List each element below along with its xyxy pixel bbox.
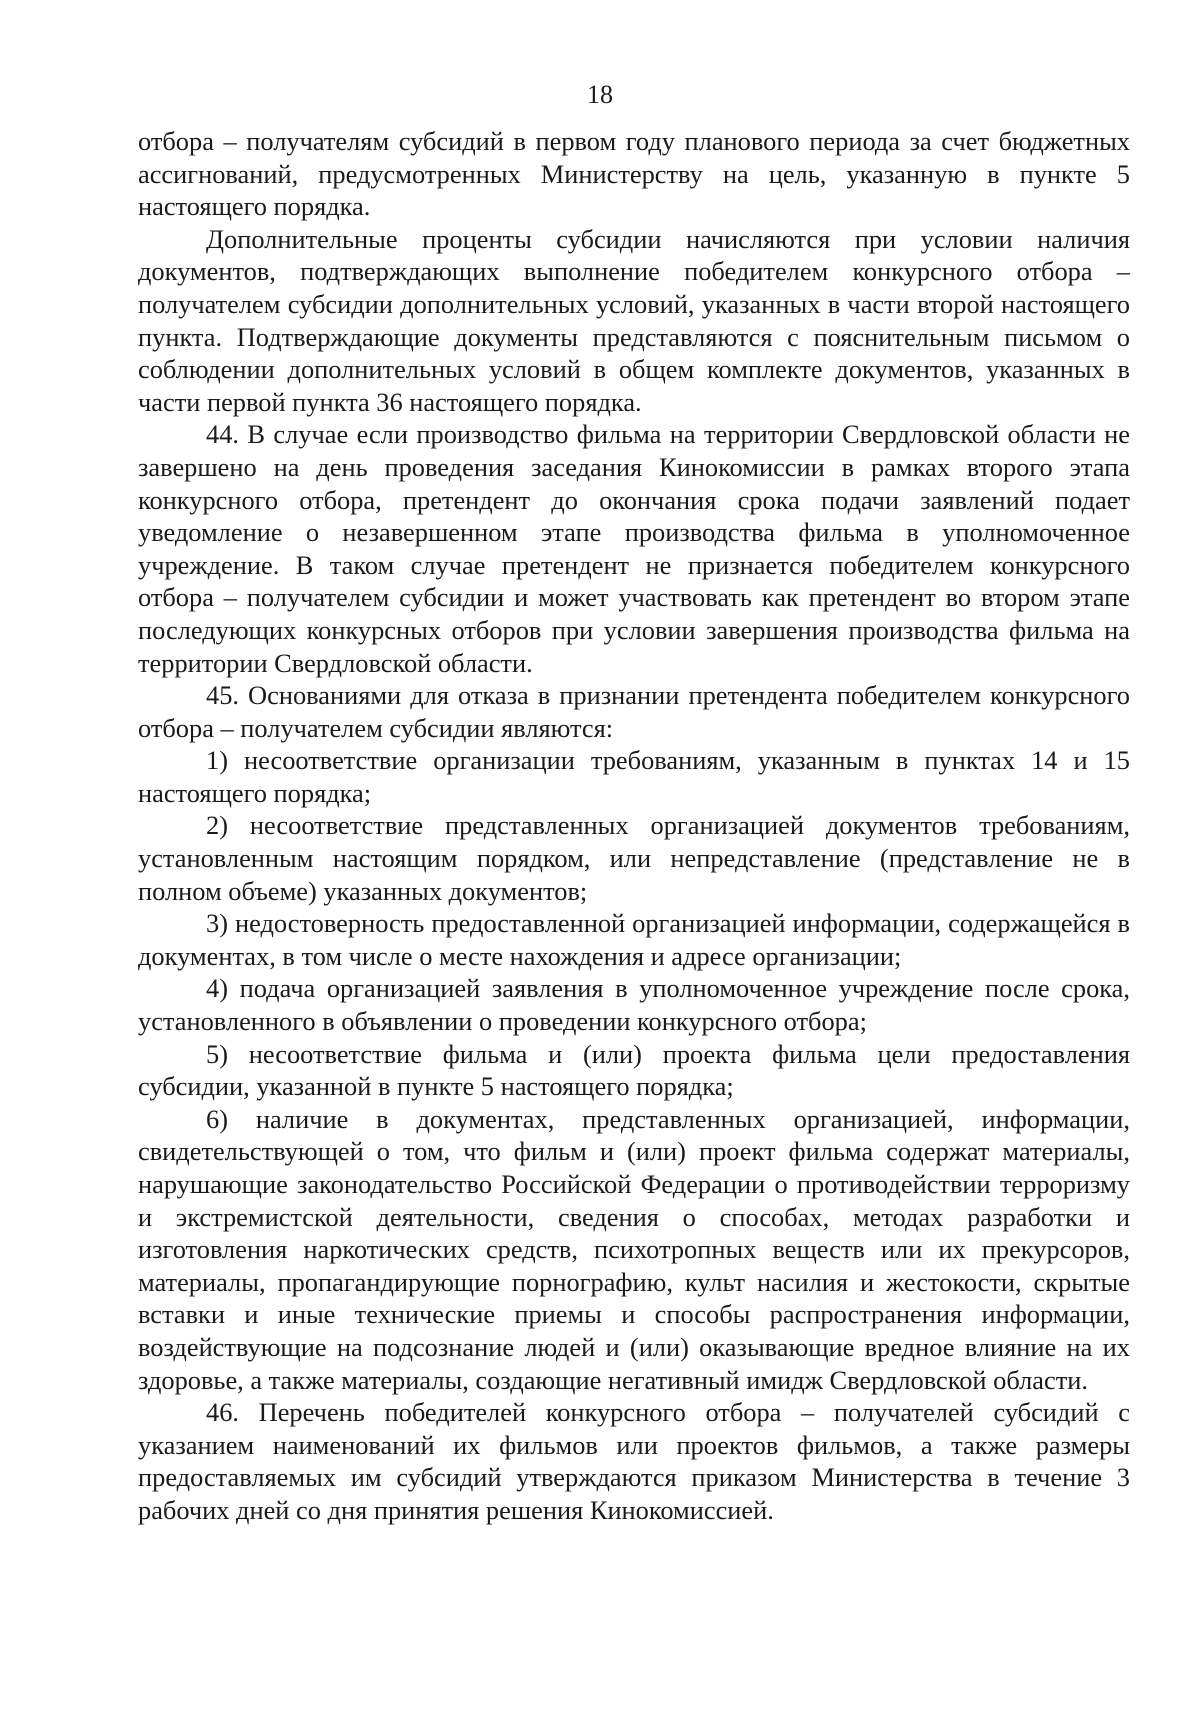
list-item-3: 3) недостоверность предоставленной организацией информации, содержащейся в документах, в том числе о месте нахождения и адресе организации;	[138, 908, 1130, 971]
paragraph-clause-45: 45. Основаниями для отказа в признании претендента победителем конкурсного отбора – получателем субсидии являются:	[138, 680, 1130, 743]
list-item-2: 2) несоответствие представленных организацией документов требованиям, установленным настоящим порядком, или непредставление (представление не в полном объеме) указанных документов;	[138, 810, 1130, 906]
paragraph-clause-44: 44. В случае если производство фильма на территории Свердловской области не завершено на день проведения заседания Кинокомиссии в рамках второго этапа конкурсного отбора, претендент до окончания срока подачи заявлений подает уведомление о незавершенном этапе производства фильма в уполномоченное учреждение. В таком случае претендент не признается победителем конкурсного отбора – получателем субсидии и может участвовать как претендент во втором этапе последующих конкурсных отборов при условии завершения производства фильма на территории Свердловской области.	[138, 419, 1130, 678]
list-item-4: 4) подача организацией заявления в уполномоченное учреждение после срока, установленного в объявлении о проведении конкурсного отбора;	[138, 973, 1130, 1037]
paragraph-additional-percent: Дополнительные проценты субсидии начисляются при условии наличия документов, подтверждающих выполнение победителем конкурсного отбора – получателем субсидии дополнительных условий, указанных в части второй настоящего пункта. Подтверждающие документы представляются с пояснительным письмом о соблюдении дополнительных условий в общем комплекте документов, указанных в части первой пункта 36 настоящего порядка.	[138, 223, 1130, 417]
paragraph-clause-46: 46. Перечень победителей конкурсного отбора – получателей субсидий с указанием наименований их фильмов или проектов фильмов, а также размеры предоставляемых им субсидий утверждаются приказом Министерства в течение 3 рабочих дней со дня принятия решения Кинокомиссией.	[138, 1397, 1130, 1525]
document-body	[138, 125, 1130, 1527]
list-item-1: 1) несоответствие организации требованиям, указанным в пунктах 14 и 15 настоящего порядка;	[138, 745, 1130, 808]
list-item-6: 6) наличие в документах, представленных организацией, информации, свидетельствующей о том, что фильм и (или) проект фильма содержат материалы, нарушающие законодательство Российской Федерации о противодействии терроризму и экстремистской деятельности, сведения о способах, методах разработки и изготовления наркотических средств, психотропных веществ или их прекурсоров, материалы, пропагандирующие порнографию, культ насилия и жестокости, скрытые вставки и иные технические приемы и способы распространения информации, воздействующие на подсознание людей и (или) оказывающие вредное влияние на их здоровье, а также материалы, создающие негативный имидж Свердловской области.	[138, 1103, 1130, 1395]
list-item-5: 5) несоответствие фильма и (или) проекта фильма цели предоставления субсидии, указанной в пункте 5 настоящего порядка;	[138, 1038, 1130, 1102]
paragraph-continuation: отбора – получателям субсидий в первом году планового периода за счет бюджетных ассигнований, предусмотренных Министерству на цель, указанную в пункте 5 настоящего порядка.	[138, 126, 1130, 222]
page-number: 18	[587, 80, 613, 109]
